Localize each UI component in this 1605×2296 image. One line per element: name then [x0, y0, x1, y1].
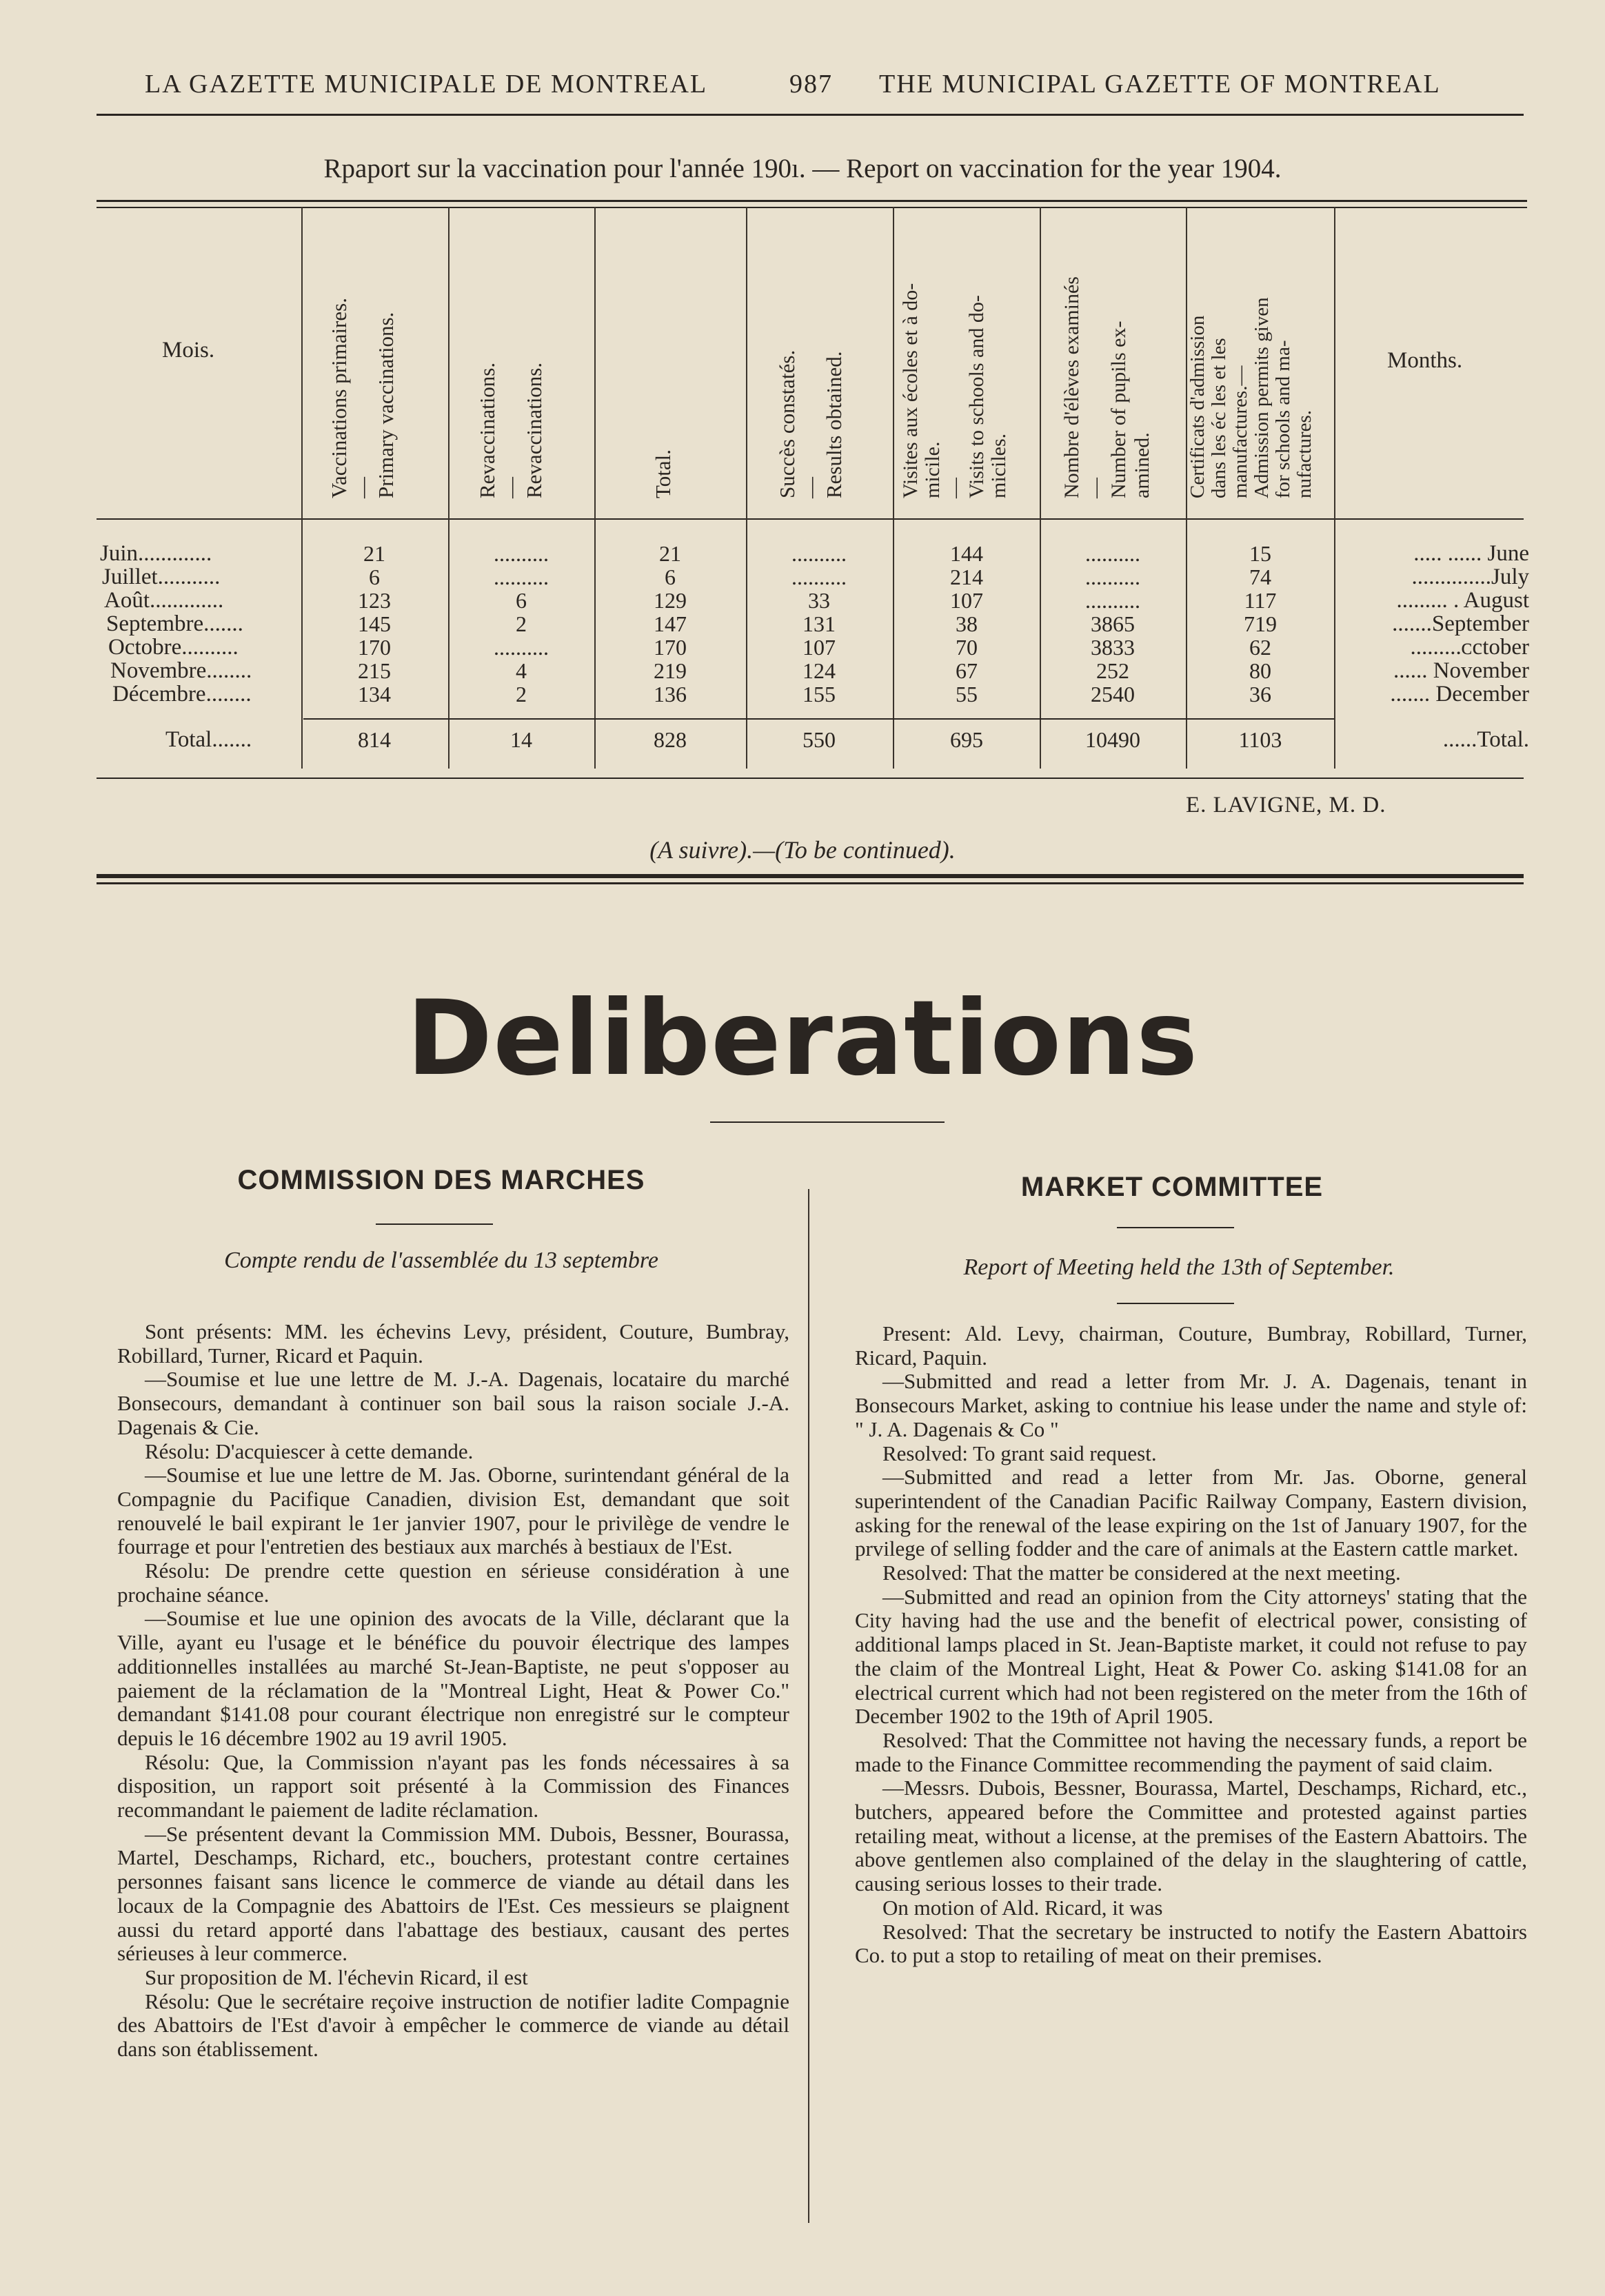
left-body: [117, 1320, 789, 2062]
table-cell: 123: [358, 588, 391, 613]
table-cell: 3865: [1091, 611, 1135, 636]
table-cell: 134: [358, 682, 391, 707]
table-cell: 252: [1096, 658, 1129, 683]
signature: E. LAVIGNE, M. D.: [1186, 793, 1386, 817]
row-month-en: ...... November: [1393, 658, 1529, 683]
right-heading: MARKET COMMITTEE: [1020, 1172, 1324, 1202]
col-header-certificates: Certificats d'admission dans les éc les et les manufactures.— Admission permits given for schools and ma- nufactures.: [1187, 297, 1315, 498]
col-sep: [1040, 207, 1041, 769]
table-cell: 74: [1249, 565, 1271, 589]
table-cell: ..........: [1085, 541, 1140, 566]
paragraph: Resolved: That the secretary be instructed to notify the Eastern Abattoirs Co. to put a stop to retailing of meat on their premises.: [855, 1919, 1527, 1968]
paragraph: Sont présents: MM. les échevins Levy, président, Couture, Bumbray, Robillard, Turner, Ricard et Paquin.: [117, 1319, 789, 1368]
table-cell: 145: [358, 611, 391, 636]
header-left: LA GAZETTE MUNICIPALE DE MONTREAL: [145, 70, 708, 99]
right-body: [855, 1322, 1527, 1968]
table-cell: 2: [516, 611, 527, 636]
title-underline: [710, 1121, 945, 1123]
table-cell: 36: [1249, 682, 1271, 707]
col-sep: [746, 207, 747, 769]
row-month-en: ..............July: [1411, 565, 1529, 589]
row-month-en: .......September: [1392, 611, 1529, 636]
row-mois: Août.............: [104, 588, 224, 613]
paragraph: —Soumise et lue une lettre de M. Jas. Oborne, surintendant général de la Compagnie du Pacifique Canadien, division Est, demandant que soit renouvelé le bail expirant le 1er janvier 1907, pour le privilège de vendre le fourrage et pour l'entretien des bestiaux aux marchés à bestiaux de l'Est.: [117, 1463, 789, 1559]
report-title: Rpaport sur la vaccination pour l'année 190ı. — Report on vaccination for the year 1904.: [323, 154, 1282, 183]
mois-header: Mois.: [162, 338, 215, 363]
paragraph: Resolved: To grant said request.: [882, 1441, 1157, 1465]
table-cell: 67: [956, 658, 978, 683]
table-cell: 107: [802, 635, 836, 660]
running-head: [100, 69, 1479, 110]
table-cell: 219: [654, 658, 687, 683]
table-cell: 4: [516, 658, 527, 683]
header-right: THE MUNICIPAL GAZETTE OF MONTREAL: [879, 70, 1441, 99]
page-number: 987: [789, 70, 833, 99]
paragraph: —Messrs. Dubois, Bessner, Bourassa, Martel, Deschamps, Richard, etc., butchers, appeared before the Committee and protested against parties retailing meat, without a license, at the premises of the Eastern Abattoirs. The above gentlemen also complained of the delay in the slaughtering of cattle, causing serious losses to their trade.: [855, 1776, 1527, 1896]
row-mois: Novembre........: [110, 658, 252, 683]
table-cell: 55: [956, 682, 978, 707]
paragraph: On motion of Ald. Ricard, it was: [882, 1895, 1163, 1920]
paragraph: Résolu: D'acquiescer à cette demande.: [145, 1439, 474, 1463]
table-cell: 695: [950, 727, 983, 752]
row-month-en: ....... December: [1390, 682, 1529, 707]
table-top-rule-2: [97, 207, 1527, 208]
row-mois: Octobre..........: [108, 635, 239, 660]
total-rule: [303, 718, 1334, 720]
row-mois: Juillet...........: [102, 565, 221, 589]
table-cell: 719: [1244, 611, 1277, 636]
table-cell: 144: [950, 541, 983, 566]
row-mois: Décembre........: [112, 682, 252, 707]
header-rule: [97, 114, 1524, 116]
paragraph: —Se présentent devant la Commission MM. Dubois, Bessner, Bourassa, Martel, Deschamps, Richard, etc., bouchers, protestant contre certaines personnes faisant sans licence le commerce de viande au détail dans les locaux de la Compagnie des Abattoirs de l'Est. Ces messieurs se plaignent aussi du retard apporté dans l'abattage des bestiaux, causant des pertes sérieuses à leur commerce.: [117, 1821, 789, 1966]
col-header-primary: Vaccinations primaires. — Primary vaccinations.: [327, 298, 398, 498]
table-cell: ..........: [494, 565, 549, 589]
table-cell: 3833: [1091, 635, 1135, 660]
table-cell: 170: [654, 635, 687, 660]
months-header: Months.: [1387, 348, 1463, 373]
table-cell: 170: [358, 635, 391, 660]
right-subheading-rule: [1117, 1303, 1234, 1304]
table-cell: ..........: [494, 541, 549, 566]
table-cell: 6: [665, 565, 676, 589]
continued-note: (A suivre).—(To be continued).: [649, 836, 956, 864]
table-cell: 14: [510, 727, 532, 752]
table-cell: ..........: [791, 541, 847, 566]
paragraph: Résolu: De prendre cette question en sérieuse considération à une prochaine séance.: [117, 1558, 789, 1607]
paragraph: —Submitted and read an opinion from the City attorneys' stating that the City having had the use and the benefit of electrical power, consisting of additional lamps placed in St. Jean-Baptiste market, it could not refuse to pay the claim of the Montreal Light, Heat & Power Co. asking $141.08 for an electrical current which had not been registered on the meter from the 16th of December 1902 to the 19th of April 1905.: [855, 1584, 1527, 1729]
right-heading-rule: [1117, 1227, 1234, 1228]
col-sep: [594, 207, 596, 769]
paragraph: —Soumise et lue une opinion des avocats de la Ville, déclarant que la Ville, ayant eu l'usage et le bénéfice du pouvoir électrique des lampes additionnelles installées au marché St-Jean-Baptiste, ne peut s'opposer au paiement de la réclamation de la "Montreal Light, Heat & Power Co." demandant $141.08 pour courant électrique non enregistré sur le compteur depuis le 16 décembre 1902 au 19 avril 1905.: [117, 1606, 789, 1750]
row-month-en: .........ᴄctober: [1410, 635, 1529, 660]
table-header-rule: [97, 518, 1524, 520]
paragraph: Sur proposition de M. l'échevin Ricard, il est: [145, 1964, 528, 1989]
paragraph: Resolved: That the Committee not having the necessary funds, a report be made to the Finance Committee recommending the payment of said claim.: [855, 1727, 1527, 1776]
table-cell: ..........: [791, 565, 847, 589]
table-cell: 117: [1244, 588, 1277, 613]
table-cell: 80: [1249, 658, 1271, 683]
section-rule-thick: [97, 874, 1524, 878]
table-cell: 33: [808, 588, 830, 613]
table-cell: 38: [956, 611, 978, 636]
col-sep: [448, 207, 450, 769]
col-sep: [1334, 207, 1335, 769]
table-cell: ..........: [1085, 565, 1140, 589]
row-month-en: ......... . August: [1396, 588, 1529, 613]
section-rule-thin: [97, 882, 1524, 884]
paragraph: —Soumise et lue une lettre de M. J.-A. Dagenais, locataire du marché Bonsecours, demandant à continuer son bail sous la raison sociale J.-A. Dagenais & Cie.: [117, 1367, 789, 1439]
table-cell: 1103: [1238, 727, 1282, 752]
col-header-results: Succès constatés. — Results obtained.: [775, 349, 846, 498]
column-divider: [808, 1189, 809, 2223]
table-cell: 550: [802, 727, 836, 752]
table-cell: 62: [1249, 635, 1271, 660]
table-cell: 107: [950, 588, 983, 613]
table-cell: 124: [802, 658, 836, 683]
row-month-en: ......Total.: [1442, 727, 1529, 752]
row-mois: Septembre.......: [106, 611, 243, 636]
paragraph: Present: Ald. Levy, chairman, Couture, Bumbray, Robillard, Turner, Ricard, Paquin.: [855, 1321, 1527, 1370]
paragraph: —Submitted and read a letter from Mr. J. A. Dagenais, tenant in Bonsecours Market, asking to contniue his lease under the name and style of: " J. A. Dagenais & Co ": [855, 1369, 1527, 1441]
col-sep: [893, 207, 894, 769]
col-header-pupils: Nombre d'élèves examinés — Number of pupils ex- amined.: [1060, 276, 1153, 498]
table-cell: 21: [659, 541, 681, 566]
table-cell: 6: [369, 565, 380, 589]
row-mois: Total.......: [165, 727, 252, 752]
table-cell: 6: [516, 588, 527, 613]
paragraph: —Submitted and read a letter from Mr. Jas. Oborne, general superintendent of the Canadian Pacific Railway Company, Eastern division, asking for the renewal of the lease expiring on the 1st of January 1907, for the prvilege of selling fodder and the care of animals at the Eastern cattle market.: [855, 1465, 1527, 1561]
table-cell: 15: [1249, 541, 1271, 566]
table-cell: 136: [654, 682, 687, 707]
table-cell: 814: [358, 727, 391, 752]
left-subheading: Compte rendu de l'assemblée du 13 septembre: [224, 1248, 658, 1273]
table-cell: 215: [358, 658, 391, 683]
col-header-revaccination: Revaccinations. — Revaccinations.: [475, 362, 546, 498]
col-header-total: Total.: [651, 449, 675, 498]
table-bottom-rule: [97, 778, 1524, 779]
table-cell: ..........: [494, 635, 549, 660]
table-cell: 214: [950, 565, 983, 589]
table-cell: 70: [956, 635, 978, 660]
table-cell: 21: [363, 541, 385, 566]
table-cell: 147: [654, 611, 687, 636]
table-cell: 131: [802, 611, 836, 636]
table-cell: 155: [802, 682, 836, 707]
table-cell: ..........: [1085, 588, 1140, 613]
table-cell: 2540: [1091, 682, 1135, 707]
section-title: Deliberations: [406, 979, 1199, 1099]
table-cell: 129: [654, 588, 687, 613]
table-cell: 828: [654, 727, 687, 752]
table-cell: 2: [516, 682, 527, 707]
paragraph: Résolu: Que, la Commission n'ayant pas les fonds nécessaires à sa disposition, un rapport soit présenté à la Commission des Finances recommandant le paiement de ladite réclamation.: [117, 1749, 789, 1822]
left-heading: COMMISSION DES MARCHES: [237, 1165, 645, 1195]
paragraph: Résolu: Que le secrétaire reçoive instruction de notifier ladite Compagnie des Abattoirs de l'Est d'avoir à empêcher le commerce de viande au détail dans son établissement.: [117, 1989, 789, 2062]
paragraph: Resolved: That the matter be considered at the next meeting.: [882, 1561, 1401, 1585]
row-month-en: ..... ...... June: [1413, 541, 1529, 566]
table-top-rule: [97, 200, 1527, 202]
right-subheading: Report of Meeting held the 13th of September.: [963, 1254, 1395, 1280]
row-mois: Juin.............: [100, 541, 212, 566]
col-sep: [301, 207, 303, 769]
table-cell: 10490: [1085, 727, 1140, 752]
left-heading-rule: [376, 1223, 493, 1225]
col-header-visits: Visites aux écoles et à do- micile. — Visits to schools and do- miciles.: [899, 283, 1010, 498]
